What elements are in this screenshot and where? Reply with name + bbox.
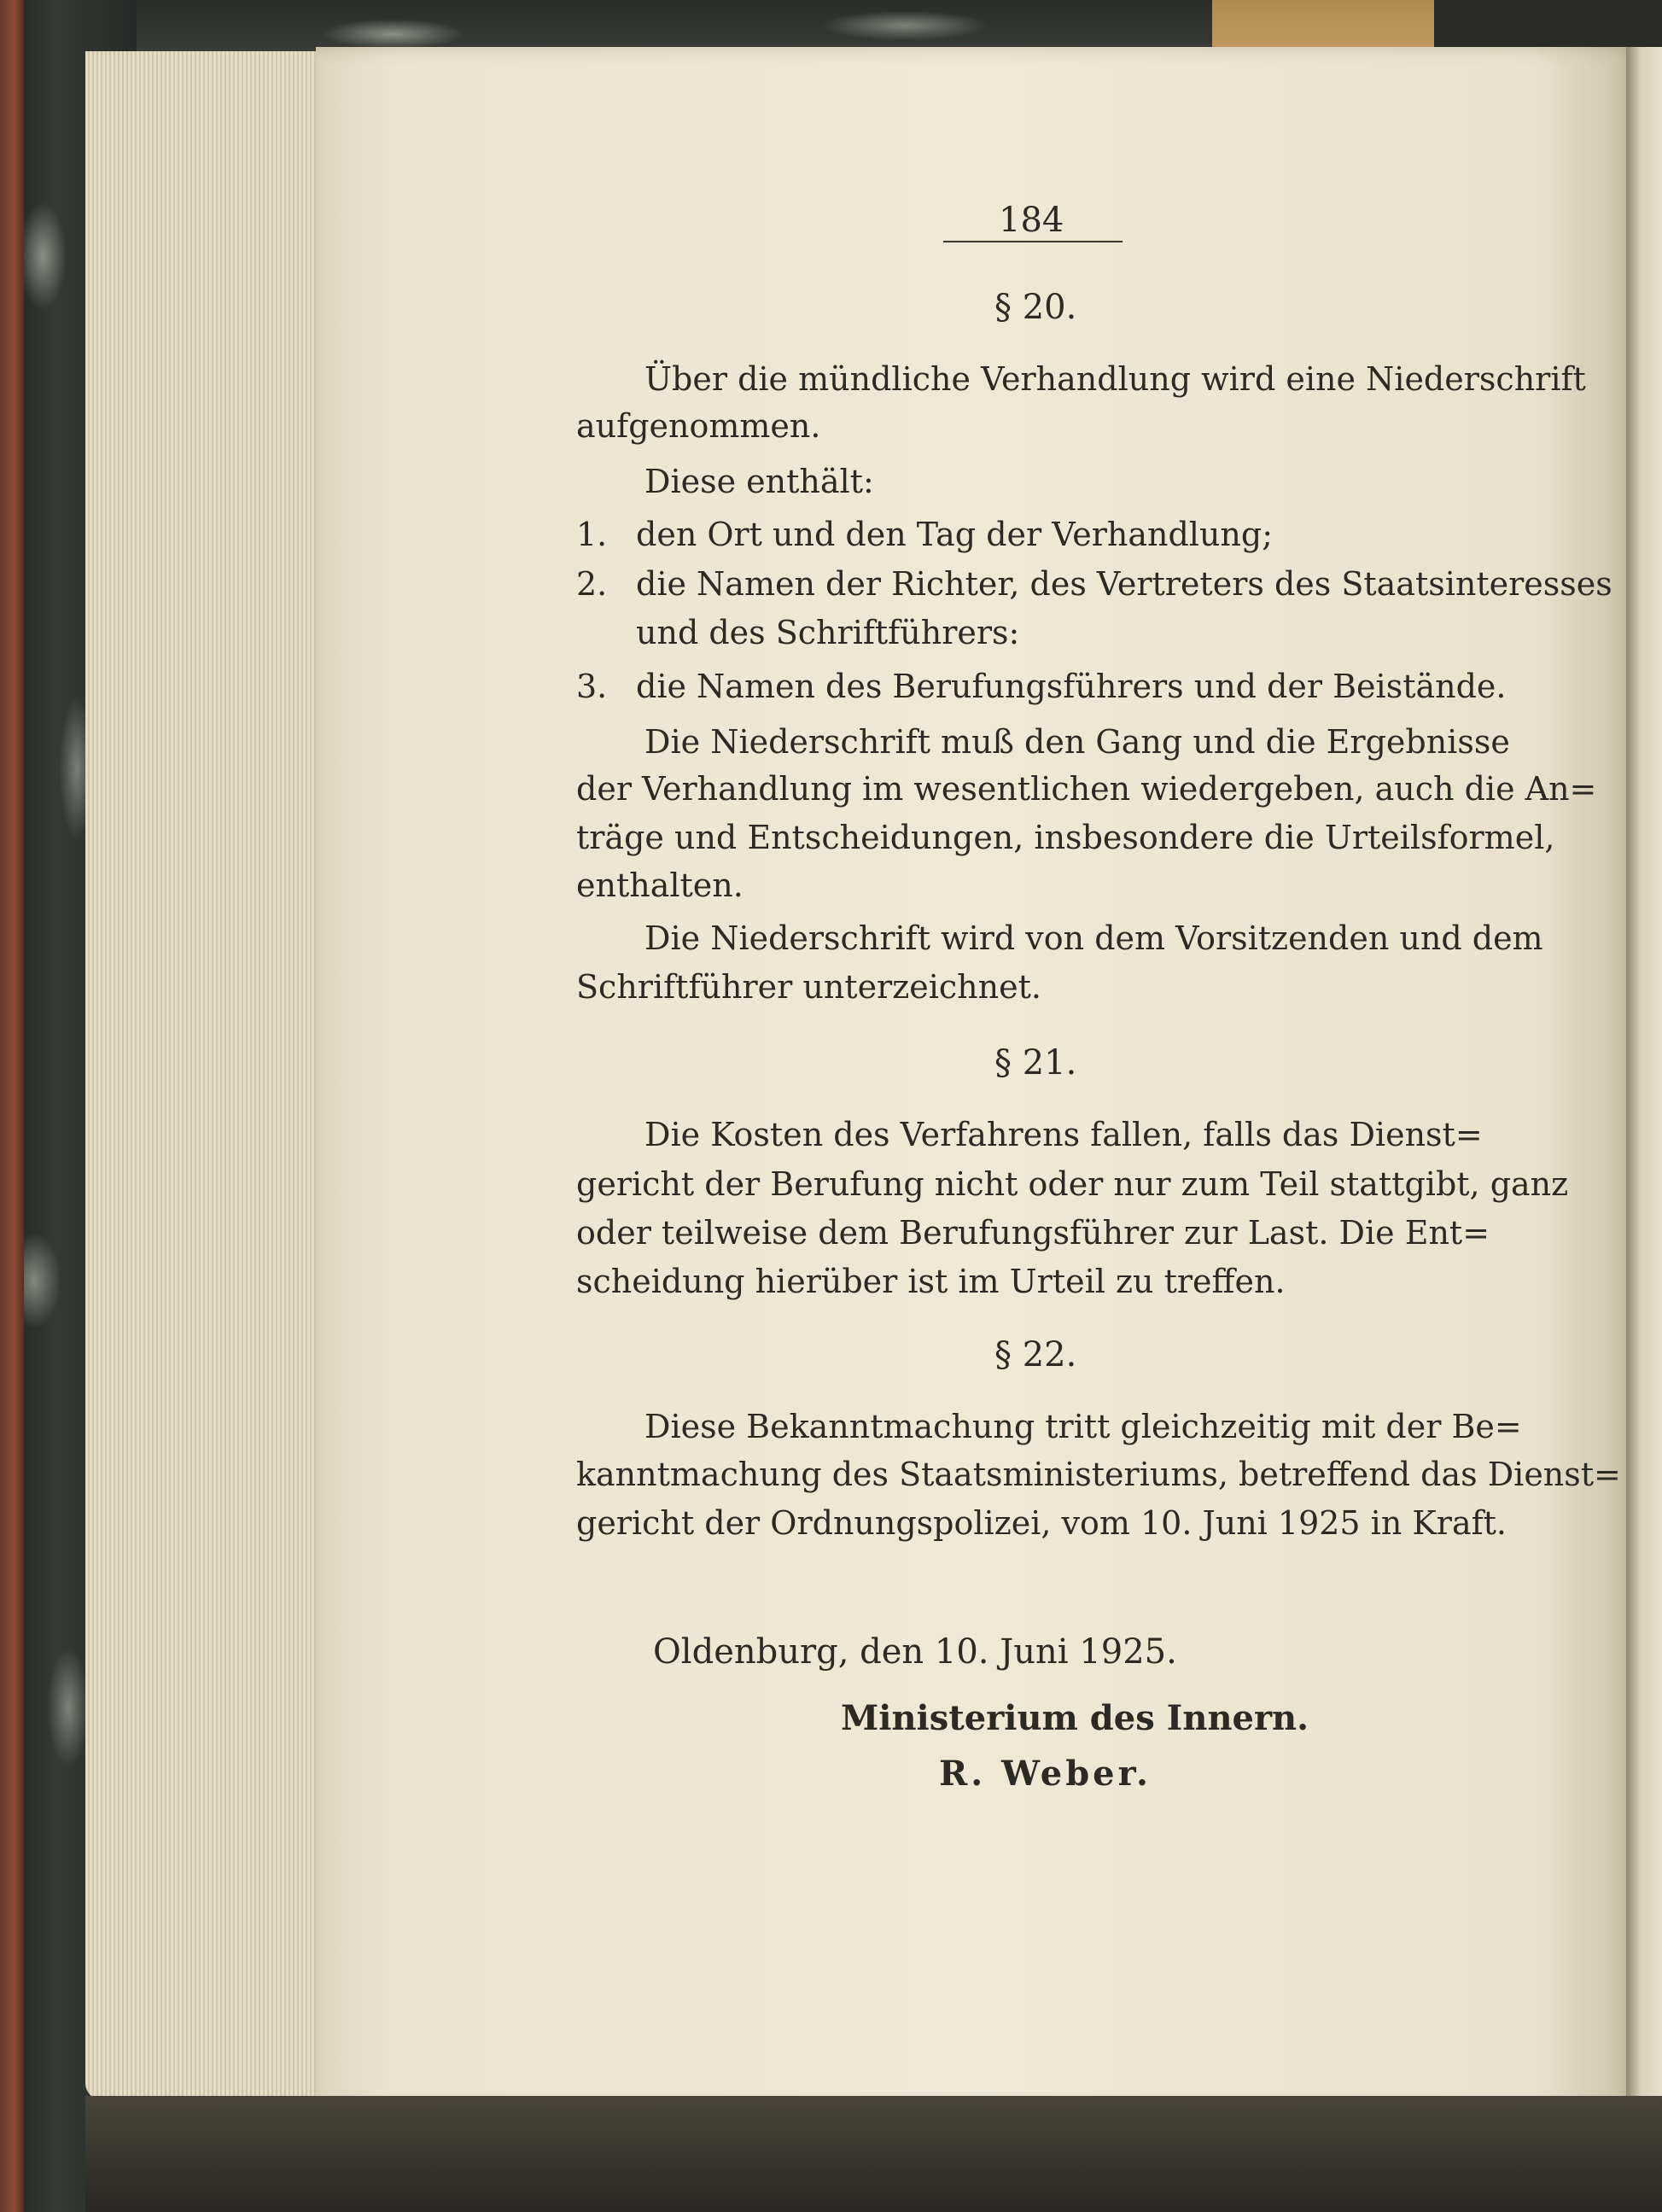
s22-line-3: gericht der Ordnungspolizei, vom 10. Juni 1925 in Kraft.: [576, 1504, 1507, 1542]
issuing-authority: Ministerium des Innern.: [841, 1698, 1309, 1738]
s21-line-2: gericht der Berufung nicht oder nur zum Teil stattgibt, ganz: [576, 1165, 1569, 1203]
s20-para2-line-1: Die Niederschrift muß den Gang und die Ergebnisse: [644, 723, 1510, 761]
list-text: die Namen der Richter, des Vertreters des Staatsinteresses: [636, 565, 1612, 603]
s20-line-3: Diese enthält:: [644, 463, 874, 500]
s21-line-3: oder teilweise dem Berufungsführer zur Last. Die Ent=: [576, 1214, 1490, 1252]
s22-line-1: Diese Bekanntmachung tritt gleichzeitig mit der Be=: [644, 1408, 1522, 1445]
book-gutter: [1626, 47, 1662, 2109]
list-text: die Namen des Berufungsführers und der Beistände.: [636, 668, 1507, 705]
bottom-shadow: [85, 2096, 1662, 2212]
section-22-heading: § 22.: [994, 1335, 1077, 1374]
s20-list-item-2-cont: und des Schriftführers:: [636, 614, 1020, 651]
s20-list-item-3: [576, 670, 1507, 703]
s20-para3-line-1: Die Niederschrift wird von dem Vorsitzenden und dem: [644, 919, 1543, 957]
page-number: 184: [999, 201, 1064, 240]
s20-list-item-2: [576, 565, 1612, 603]
s20-para2-line-3: träge und Entscheidungen, insbesondere die Urteilsformel,: [576, 819, 1555, 856]
s22-line-2: kanntmachung des Staatsministeriums, betreffend das Dienst=: [576, 1456, 1621, 1493]
s20-line-1: Über die mündliche Verhandlung wird eine Niederschrift: [644, 360, 1586, 398]
list-num: 3.: [576, 668, 608, 705]
s20-list-item-1: [576, 518, 1273, 551]
s21-line-1: Die Kosten des Verfahrens fallen, falls das Dienst=: [644, 1116, 1483, 1153]
s21-line-4: scheidung hierüber ist im Urteil zu treffen.: [576, 1263, 1286, 1300]
page-stack-edge: [85, 51, 341, 2100]
section-21-heading: § 21.: [994, 1043, 1077, 1083]
s20-para2-line-4: enthalten.: [576, 867, 744, 904]
list-num: 2.: [576, 565, 608, 603]
s20-line-2: aufgenommen.: [576, 407, 821, 445]
place-date: Oldenburg, den 10. Juni 1925.: [653, 1632, 1177, 1672]
list-num: 1.: [576, 516, 608, 553]
page-number-rule: [943, 241, 1123, 242]
s20-para2-line-2: der Verhandlung im wesentlichen wiedergeben, auch die An=: [576, 770, 1597, 808]
list-text: den Ort und den Tag der Verhandlung;: [636, 516, 1274, 553]
signatory: R. Weber.: [939, 1754, 1152, 1794]
section-20-heading: § 20.: [994, 288, 1077, 327]
document-page: [316, 47, 1639, 2109]
leather-spine: [0, 0, 24, 2212]
s20-para3-line-2: Schriftführer unterzeichnet.: [576, 968, 1041, 1006]
